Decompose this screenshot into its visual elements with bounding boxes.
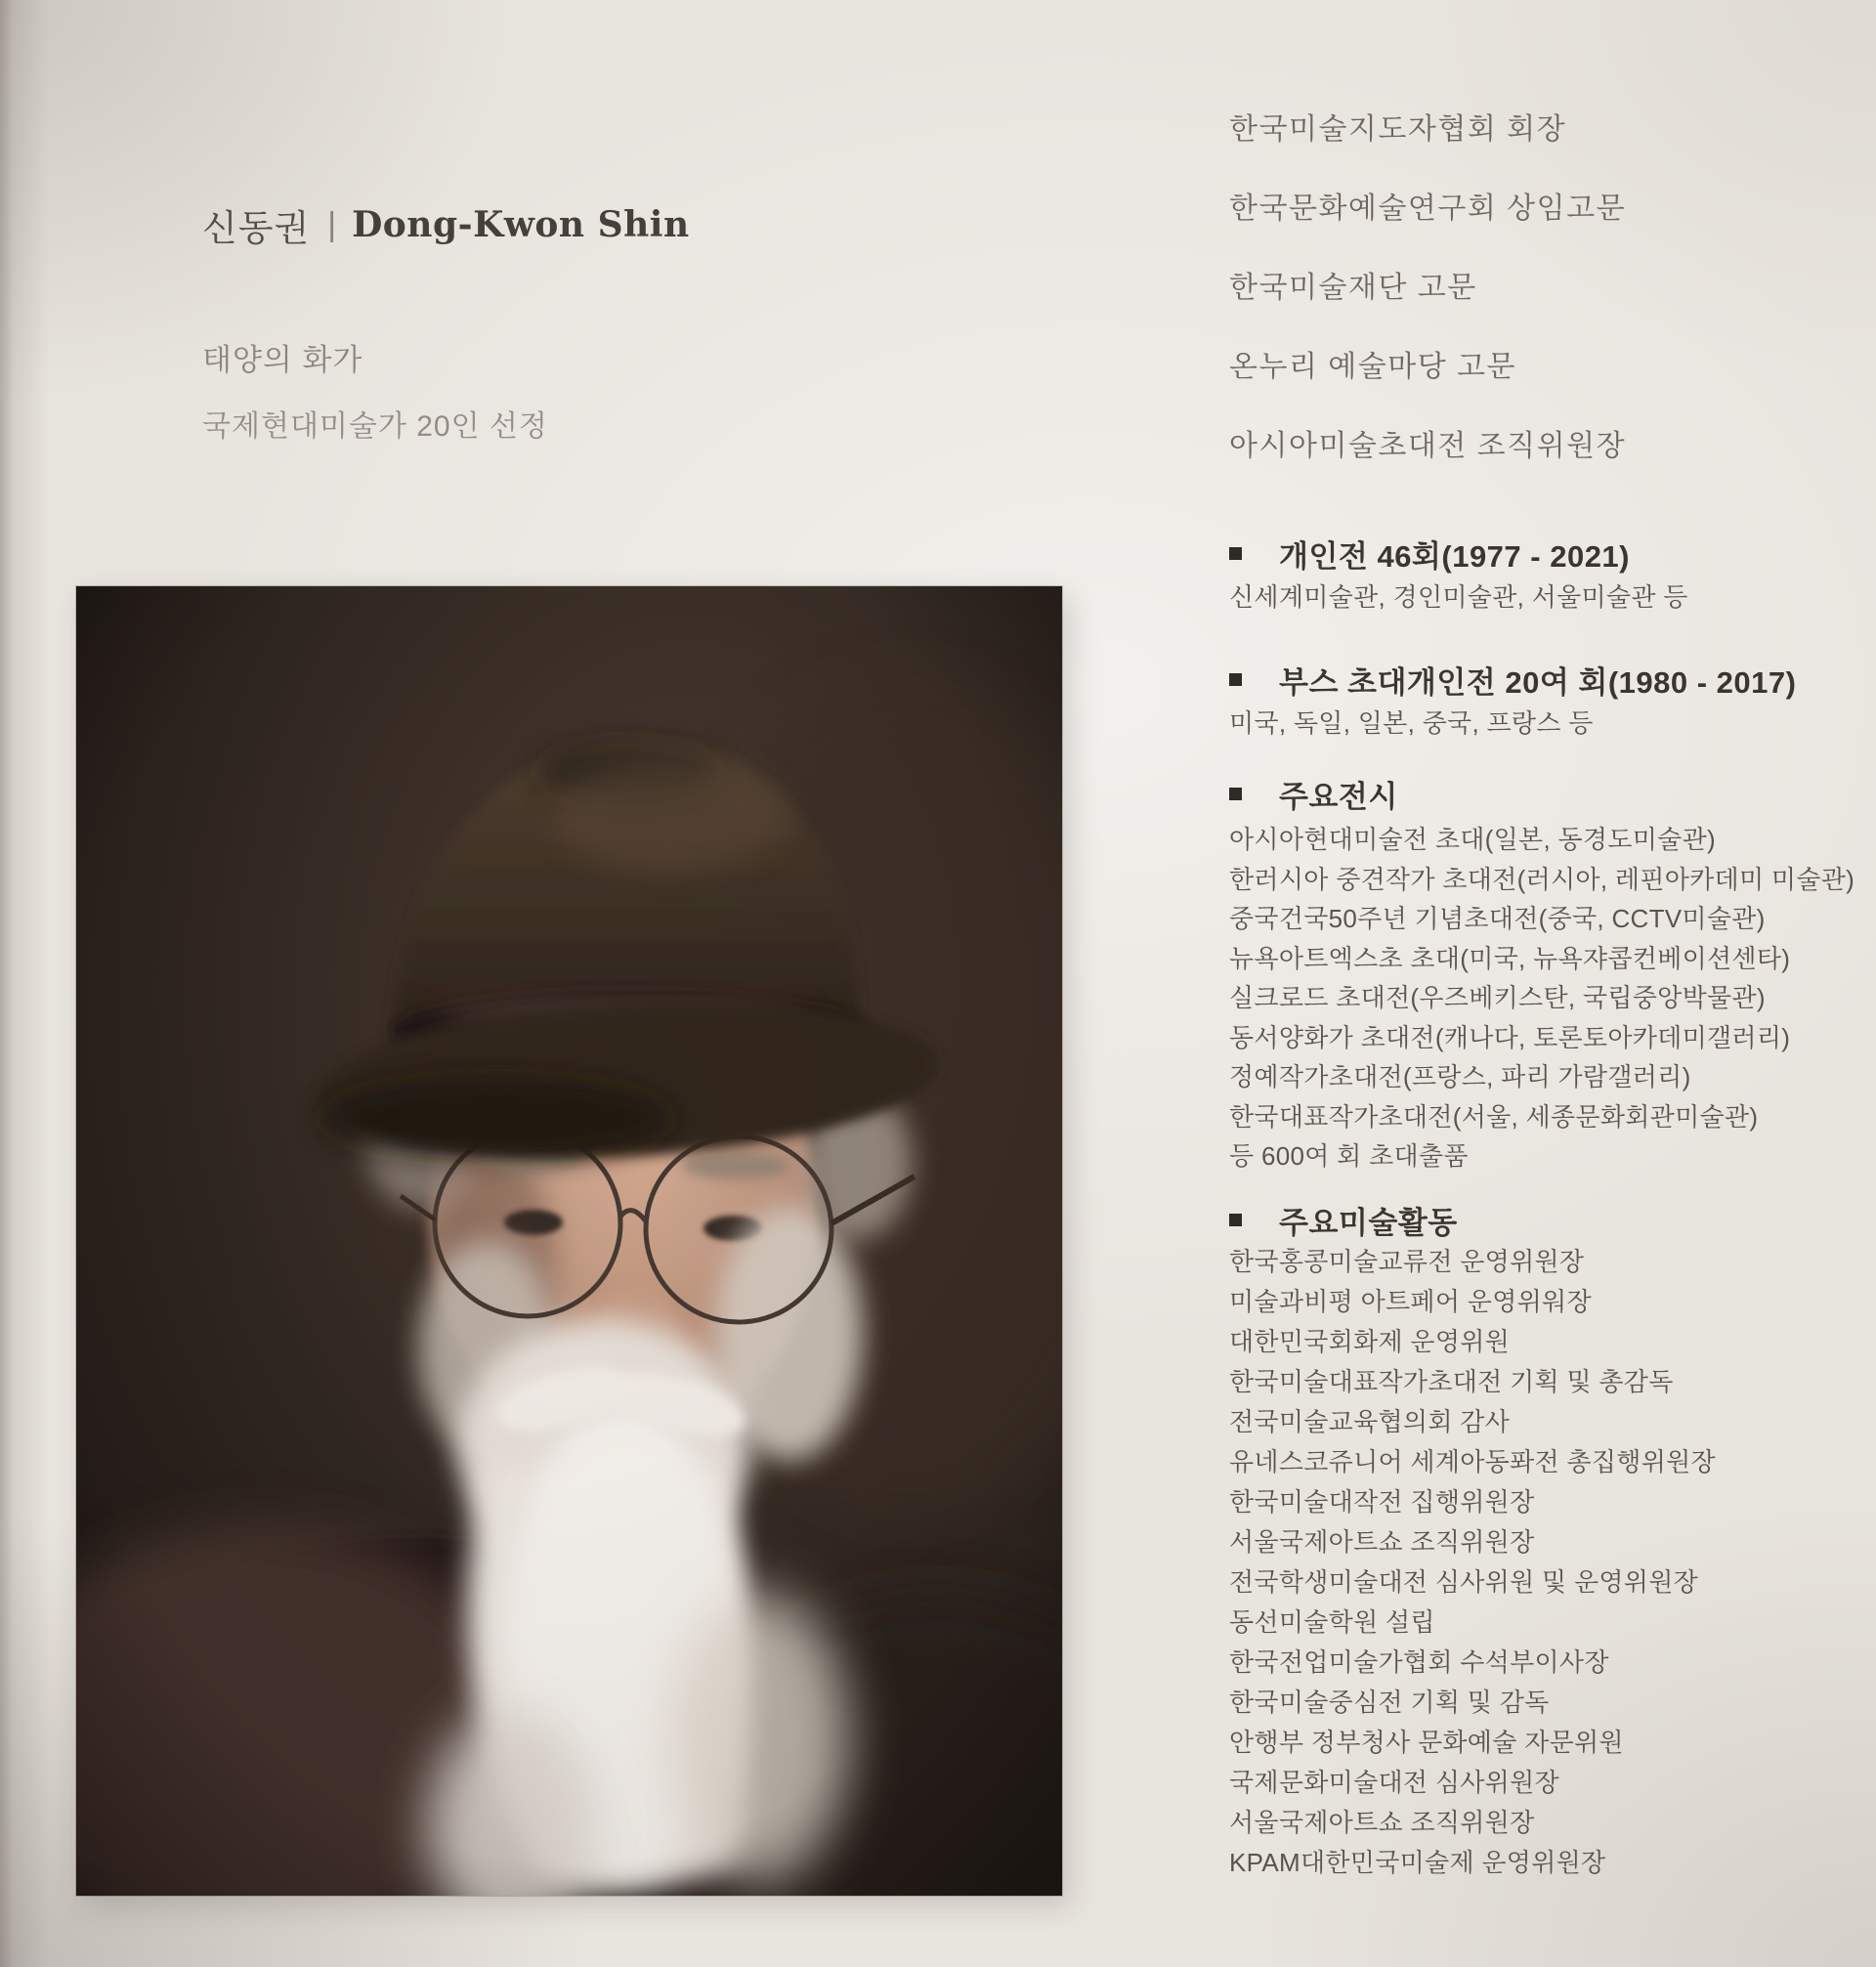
position-item: 아시아미술초대전 조직위원장 bbox=[1229, 430, 1627, 462]
positions-list bbox=[1229, 90, 1855, 486]
section-title: 주요미술활동 bbox=[1279, 1205, 1458, 1240]
list-item: 국제문화미술대전 심사위원장 bbox=[1229, 1768, 1559, 1797]
section-detail: 신세계미술관, 경인미술관, 서울미술관 등 bbox=[1229, 582, 1688, 612]
section-major-exhibitions bbox=[1229, 770, 1398, 817]
list-item: 아시아현대미술전 초대(일본, 동경도미술관) bbox=[1229, 825, 1716, 854]
list-item: 등 600여 회 초대출품 bbox=[1229, 1141, 1469, 1171]
list-item: 한국미술대표작가초대전 기획 및 총감독 bbox=[1229, 1367, 1674, 1396]
list-item: 대한민국회화제 운영위원 bbox=[1229, 1327, 1511, 1356]
section-title: 부스 초대개인전 20여 회(1980 - 2017) bbox=[1279, 664, 1797, 700]
square-bullet-icon bbox=[1229, 673, 1242, 686]
major-exhibitions-list bbox=[1229, 820, 1855, 1176]
list-item: 유네스코쥬니어 세계아동퐈전 총집행위원장 bbox=[1229, 1447, 1716, 1476]
list-item: 서울국제아트쇼 조직위원장 bbox=[1229, 1808, 1535, 1837]
list-item: 한국대표작가초대전(서울, 세종문화회관미술관) bbox=[1229, 1101, 1759, 1132]
position-item: 한국미술지도자협회 회장 bbox=[1229, 113, 1567, 146]
list-item: 미술과비평 아트페어 운영위워장 bbox=[1229, 1287, 1592, 1316]
artist-achievement: 국제현대미술가 20인 선정 bbox=[202, 410, 548, 443]
position-item: 한국문화예술연구회 상임고문 bbox=[1229, 192, 1627, 225]
section-art-activities bbox=[1229, 1196, 1458, 1243]
list-item: 동선미술학원 설립 bbox=[1229, 1607, 1435, 1637]
list-item: 한국미술대작전 집행위원장 bbox=[1229, 1487, 1535, 1517]
artist-name-line bbox=[202, 195, 690, 254]
name-separator: | bbox=[327, 205, 337, 243]
square-bullet-icon bbox=[1229, 788, 1242, 800]
portrait-photo bbox=[76, 586, 1062, 1896]
section-booth-exhibitions bbox=[1229, 656, 1796, 703]
list-item: 전국학생미술대전 심사위원 및 운영위원장 bbox=[1229, 1567, 1699, 1597]
artist-tagline: 태양의 화가 bbox=[202, 343, 363, 377]
list-item: 뉴욕아트엑스초 초대(미국, 뉴욕쟈콥컨베이션센타) bbox=[1229, 943, 1791, 973]
list-item: 한국전업미술가협회 수석부이사장 bbox=[1229, 1647, 1609, 1677]
list-item: 한국미술중심전 기획 및 감독 bbox=[1229, 1688, 1550, 1717]
list-item: 정예작가초대전(프랑스, 파리 가람갤러리) bbox=[1229, 1062, 1691, 1091]
section-detail: 미국, 독일, 일본, 중국, 프랑스 등 bbox=[1229, 708, 1594, 738]
section-title: 주요전시 bbox=[1279, 779, 1398, 814]
list-item: 한러시아 중견작가 초대전(러시아, 레핀아카데미 미술관) bbox=[1229, 864, 1855, 894]
list-item: 동서양화가 초대전(캐나다, 토론토아카데미갤러리) bbox=[1229, 1022, 1791, 1052]
position-item: 한국미술재단 고문 bbox=[1229, 272, 1477, 304]
square-bullet-icon bbox=[1229, 547, 1242, 560]
photo-vignette bbox=[76, 586, 1062, 1896]
section-solo-exhibitions bbox=[1229, 530, 1630, 577]
list-item: 서울국제아트쇼 조직위원장 bbox=[1229, 1527, 1535, 1557]
artist-name-korean: 신동권 bbox=[202, 208, 311, 248]
art-activities-list bbox=[1229, 1242, 1716, 1883]
list-item: KPAM대한민국미술제 운영위원장 bbox=[1229, 1848, 1606, 1877]
list-item: 전국미술교육협의회 감사 bbox=[1229, 1407, 1511, 1436]
list-item: 중국건국50주년 기념초대전(중국, CCTV미술관) bbox=[1229, 904, 1766, 933]
artist-name-english: Dong-Kwon Shin bbox=[352, 204, 690, 245]
list-item: 안행부 정부청사 문화예술 자문위원 bbox=[1229, 1728, 1624, 1757]
section-title: 개인전 46회(1977 - 2021) bbox=[1279, 538, 1630, 574]
square-bullet-icon bbox=[1229, 1214, 1242, 1226]
position-item: 온누리 예술마당 고문 bbox=[1229, 351, 1516, 383]
list-item: 한국홍콩미술교류전 운영위원장 bbox=[1229, 1247, 1585, 1276]
list-item: 실크로드 초대전(우즈베키스탄, 국립중앙박물관) bbox=[1229, 983, 1766, 1012]
